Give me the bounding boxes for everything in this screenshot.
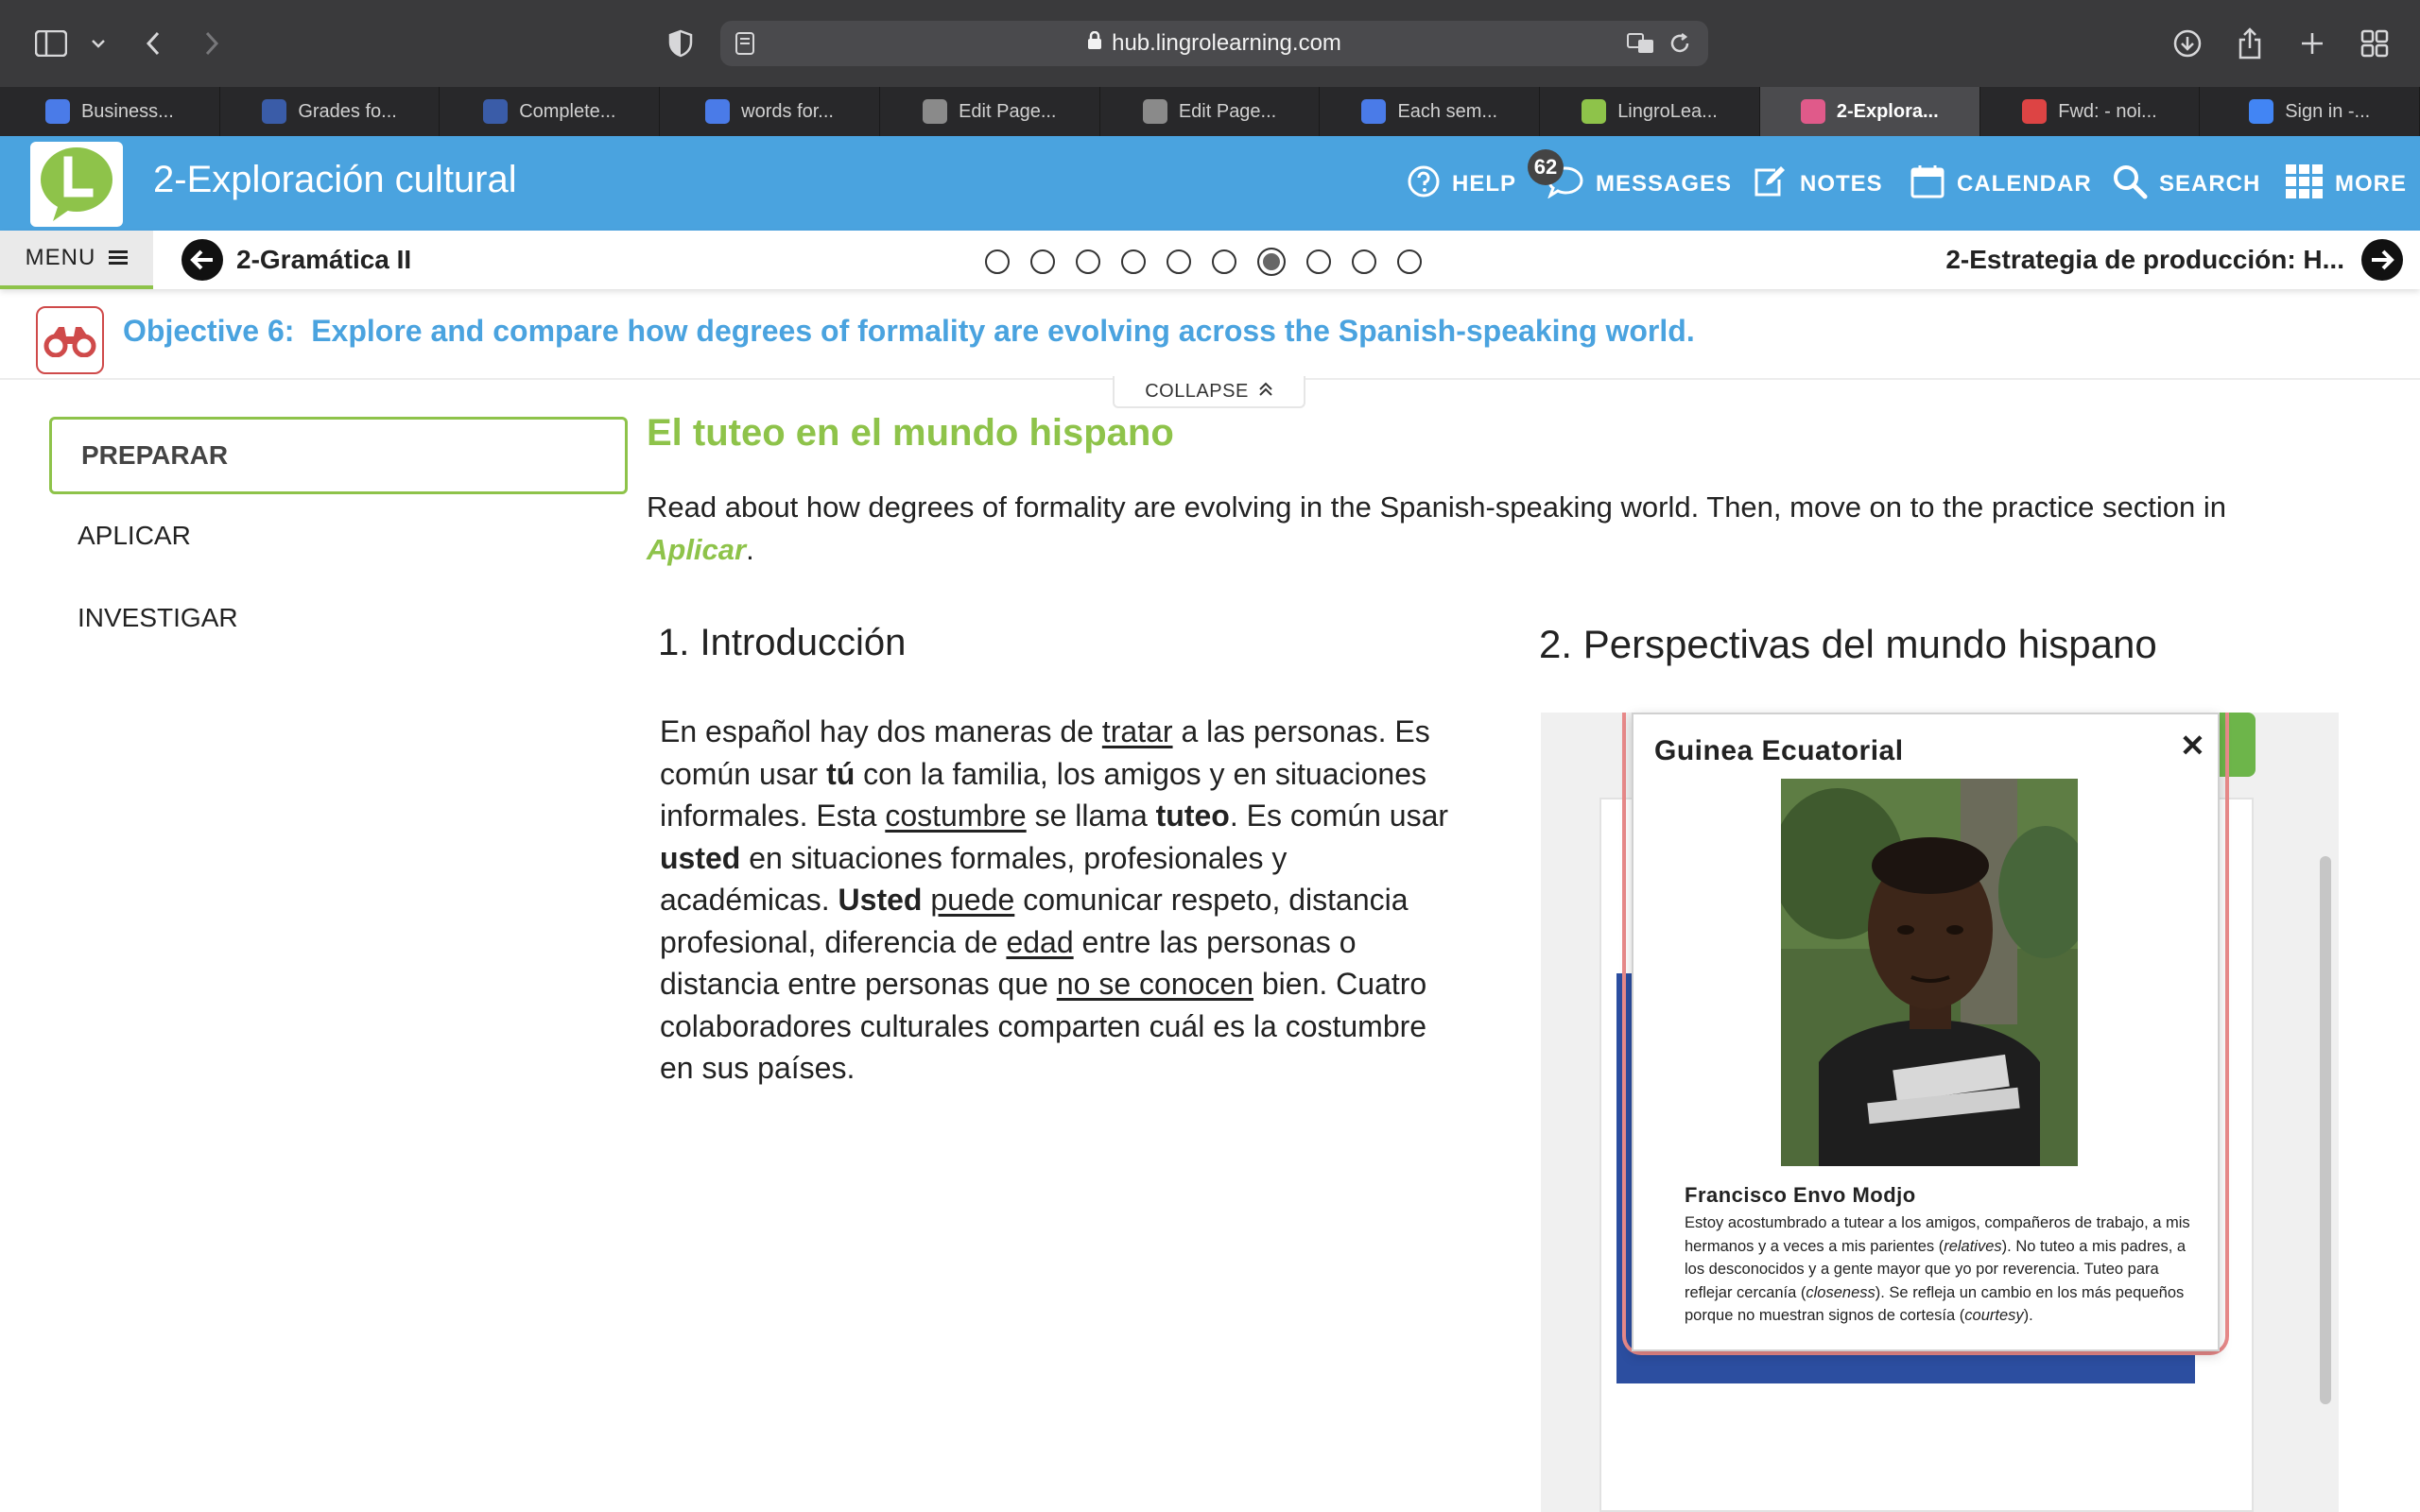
- text-run: [922, 883, 930, 917]
- messages-count-badge: 62: [1528, 149, 1564, 185]
- text-run: Estoy acostumbrado a tutear a los amigos, compañeros de trabajo, a mis hermanos y a veces a mis parientes (: [1685, 1214, 2190, 1255]
- address-bar[interactable]: [720, 21, 1708, 66]
- next-lesson-label: 2-Estrategia de producción: H...: [1945, 245, 2344, 274]
- text-run: En español hay dos maneras de: [660, 714, 1102, 748]
- page-dot[interactable]: [1167, 249, 1191, 274]
- browser-tab-label: 2-Explora...: [1836, 100, 1939, 122]
- grid-icon: [2286, 164, 2324, 205]
- aplicar-link[interactable]: Aplicar: [647, 533, 747, 566]
- browser-tab[interactable]: [1760, 87, 1980, 136]
- page-dot[interactable]: [1306, 249, 1331, 274]
- bold-term: tuteo: [1155, 799, 1230, 833]
- back-icon[interactable]: [134, 25, 172, 62]
- page-dot[interactable]: [1030, 249, 1055, 274]
- text-run: con la familia, los amigos y en situaciones informales. Esta: [660, 756, 1427, 833]
- browser-toolbar: [0, 0, 2420, 87]
- sidebar-item-label: INVESTIGAR: [78, 603, 238, 632]
- page-dot[interactable]: [1076, 249, 1100, 274]
- bold-term: Usted: [838, 883, 923, 917]
- calendar-button[interactable]: [1910, 161, 2092, 208]
- text-run: en situaciones formales, profesionales y académicas.: [660, 840, 1288, 917]
- double-chevron-up-icon: [1258, 381, 1273, 403]
- text-run: . Es común usar: [1229, 799, 1449, 833]
- app-header: [0, 136, 2420, 231]
- more-label: MORE: [2335, 171, 2407, 197]
- lingro-icon: [1582, 99, 1606, 124]
- objective-text: [123, 314, 1695, 349]
- calendar-label: CALENDAR: [1957, 171, 2092, 197]
- collaborator-photo: [1781, 779, 2078, 1166]
- intro-paragraph: [647, 486, 2282, 571]
- binoculars-icon: [36, 306, 104, 374]
- page-dot[interactable]: [985, 249, 1010, 274]
- chevron-down-icon[interactable]: [79, 25, 117, 62]
- hamburger-icon: [109, 245, 128, 271]
- download-icon[interactable]: [2169, 25, 2206, 62]
- menu-label: MENU: [25, 245, 96, 270]
- lesson-navigation: [0, 231, 2420, 289]
- menu-button[interactable]: [0, 231, 153, 289]
- browser-tab[interactable]: [440, 87, 660, 136]
- edit-icon: [1751, 164, 1789, 205]
- reload-icon[interactable]: [1668, 32, 1691, 61]
- collapse-button[interactable]: [1113, 376, 1305, 408]
- sidebar-item-preparar[interactable]: [49, 417, 628, 494]
- flag-icon: [1801, 99, 1825, 124]
- browser-tab-label: Edit Page...: [1178, 100, 1277, 122]
- lingro-logo[interactable]: [30, 142, 123, 227]
- objective-description: Explore and compare how degrees of formality are evolving across the Spanish-speaking world.: [311, 314, 1695, 348]
- browser-tab[interactable]: [1320, 87, 1540, 136]
- sidebar-item-aplicar[interactable]: [49, 497, 628, 575]
- page-dot[interactable]: [1257, 248, 1286, 276]
- notes-button[interactable]: [1751, 161, 1883, 208]
- text-run: entre las personas o distancia entre personas que: [660, 924, 1357, 1001]
- translate-icon[interactable]: [1627, 32, 1655, 61]
- browser-tab[interactable]: [880, 87, 1100, 136]
- forward-icon[interactable]: [193, 25, 231, 62]
- tab-overview-icon[interactable]: [2356, 25, 2394, 62]
- page-dot[interactable]: [1397, 249, 1422, 274]
- browser-tab[interactable]: [1540, 87, 1760, 136]
- perspectives-heading: 2. Perspectivas del mundo hispano: [1539, 622, 2157, 666]
- google-icon: [2249, 99, 2273, 124]
- crown-icon: [262, 99, 286, 124]
- share-icon[interactable]: [2231, 25, 2269, 62]
- bold-term: tú: [826, 756, 856, 791]
- vocab-term[interactable]: puede: [930, 883, 1015, 917]
- docs-icon: [45, 99, 70, 124]
- close-icon[interactable]: ✕: [2180, 729, 2205, 763]
- messages-button[interactable]: [1547, 161, 1732, 208]
- browser-tab-strip: [0, 87, 2420, 136]
- page-indicator: [985, 249, 1422, 274]
- browser-tab-label: Grades fo...: [298, 100, 397, 122]
- page-dot[interactable]: [1121, 249, 1146, 274]
- collaborator-quote: [1685, 1211, 2204, 1328]
- crown-icon: [483, 99, 508, 124]
- browser-tab[interactable]: [1100, 87, 1321, 136]
- sidebar-toggle-icon[interactable]: [32, 25, 70, 62]
- text-run: ).: [2023, 1307, 2033, 1324]
- help-label: HELP: [1452, 171, 1517, 197]
- new-tab-icon[interactable]: [2293, 25, 2331, 62]
- page-title: 2-Exploración cultural: [153, 159, 517, 200]
- sidebar-item-label: PREPARAR: [81, 440, 229, 470]
- search-button[interactable]: [2112, 161, 2260, 208]
- shield-icon[interactable]: [662, 25, 700, 62]
- browser-tab-label: Fwd: - noi...: [2058, 100, 2157, 122]
- objective-label: Objective 6:: [123, 314, 295, 348]
- sidebar-item-investigar[interactable]: [49, 579, 628, 657]
- arrow-left-icon: [182, 239, 223, 281]
- vocab-term[interactable]: no se conocen: [1056, 967, 1253, 1001]
- url-text: hub.lingrolearning.com: [1112, 30, 1341, 56]
- text-run: ). No tuteo a mis padres, a los desconocidos y a gente mayor que yo por reverencia. Tuteo para reflejar cercanía (: [1685, 1237, 2187, 1301]
- intro-period: .: [746, 533, 754, 566]
- text-run: ). Se refleja un cambio en los más pequeños porque no muestran signos de cortesía (: [1685, 1283, 2185, 1324]
- page-dot[interactable]: [1212, 249, 1236, 274]
- lock-icon: [1087, 31, 1102, 56]
- collapse-label: COLLAPSE: [1145, 380, 1249, 402]
- vocab-term[interactable]: tratar: [1101, 714, 1173, 748]
- browser-tab-label: Sign in -...: [2285, 100, 2371, 122]
- docs-icon: [705, 99, 730, 124]
- messages-label: MESSAGES: [1596, 171, 1733, 197]
- browser-tab[interactable]: [220, 87, 441, 136]
- search-label: SEARCH: [2159, 171, 2261, 197]
- browser-tab[interactable]: [0, 87, 220, 136]
- next-lesson-link[interactable]: [1945, 238, 2403, 282]
- text-run: bien. Cuatro colaboradores culturales comparten cuál es la costumbre en sus países.: [660, 967, 1427, 1085]
- page-dot[interactable]: [1352, 249, 1376, 274]
- scrollbar-thumb[interactable]: [2320, 856, 2331, 1404]
- sidebar-item-label: APLICAR: [78, 521, 191, 550]
- browser-tab-label: Each sem...: [1397, 100, 1498, 122]
- more-button[interactable]: [2286, 161, 2407, 208]
- text-run: comunicar respeto, distancia profesional, diferencia de: [660, 883, 1409, 959]
- help-button[interactable]: [1407, 161, 1516, 208]
- vocab-term[interactable]: edad: [1006, 924, 1074, 959]
- previous-lesson-label: 2-Gramática II: [236, 245, 412, 274]
- arrow-right-icon: [2361, 239, 2403, 281]
- text-run: se llama: [1026, 799, 1156, 833]
- collaborator-name: Francisco Envo Modjo: [1685, 1183, 1916, 1207]
- browser-tab[interactable]: [660, 87, 880, 136]
- o-icon: [923, 99, 947, 124]
- italic-term: closeness: [1806, 1283, 1876, 1301]
- o-icon: [1143, 99, 1167, 124]
- previous-lesson-link[interactable]: [182, 238, 411, 282]
- browser-tab-label: LingroLea...: [1617, 100, 1718, 122]
- docs-icon: [1361, 99, 1386, 124]
- notes-label: NOTES: [1800, 171, 1883, 197]
- calendar-icon: [1910, 163, 1945, 206]
- text-run: a las personas. Es común usar: [660, 714, 1430, 791]
- browser-tab[interactable]: [2200, 87, 2420, 136]
- italic-term: relatives: [1944, 1237, 2002, 1255]
- section-title: El tuteo en el mundo hispano: [647, 412, 1174, 454]
- vocab-term[interactable]: costumbre: [885, 799, 1027, 833]
- search-icon: [2112, 163, 2148, 206]
- gmail-icon: [2022, 99, 2047, 124]
- browser-tab-label: Complete...: [519, 100, 616, 122]
- browser-tab[interactable]: [1980, 87, 2201, 136]
- popup-country-title: Guinea Ecuatorial: [1654, 735, 1904, 766]
- browser-tab-label: words for...: [741, 100, 834, 122]
- collaborator-popup: [1632, 713, 2220, 1351]
- reader-icon[interactable]: [735, 32, 754, 61]
- browser-tab-label: Edit Page...: [959, 100, 1057, 122]
- intro-text: Read about how degrees of formality are evolving in the Spanish-speaking world. Then, move on to the practice section in: [647, 490, 2226, 524]
- help-icon: [1407, 164, 1441, 205]
- bold-term: usted: [660, 840, 741, 875]
- introduction-body: [660, 711, 1463, 1090]
- italic-term: courtesy: [1964, 1307, 2024, 1324]
- browser-tab-label: Business...: [80, 100, 174, 122]
- introduction-heading: 1. Introducción: [658, 622, 907, 663]
